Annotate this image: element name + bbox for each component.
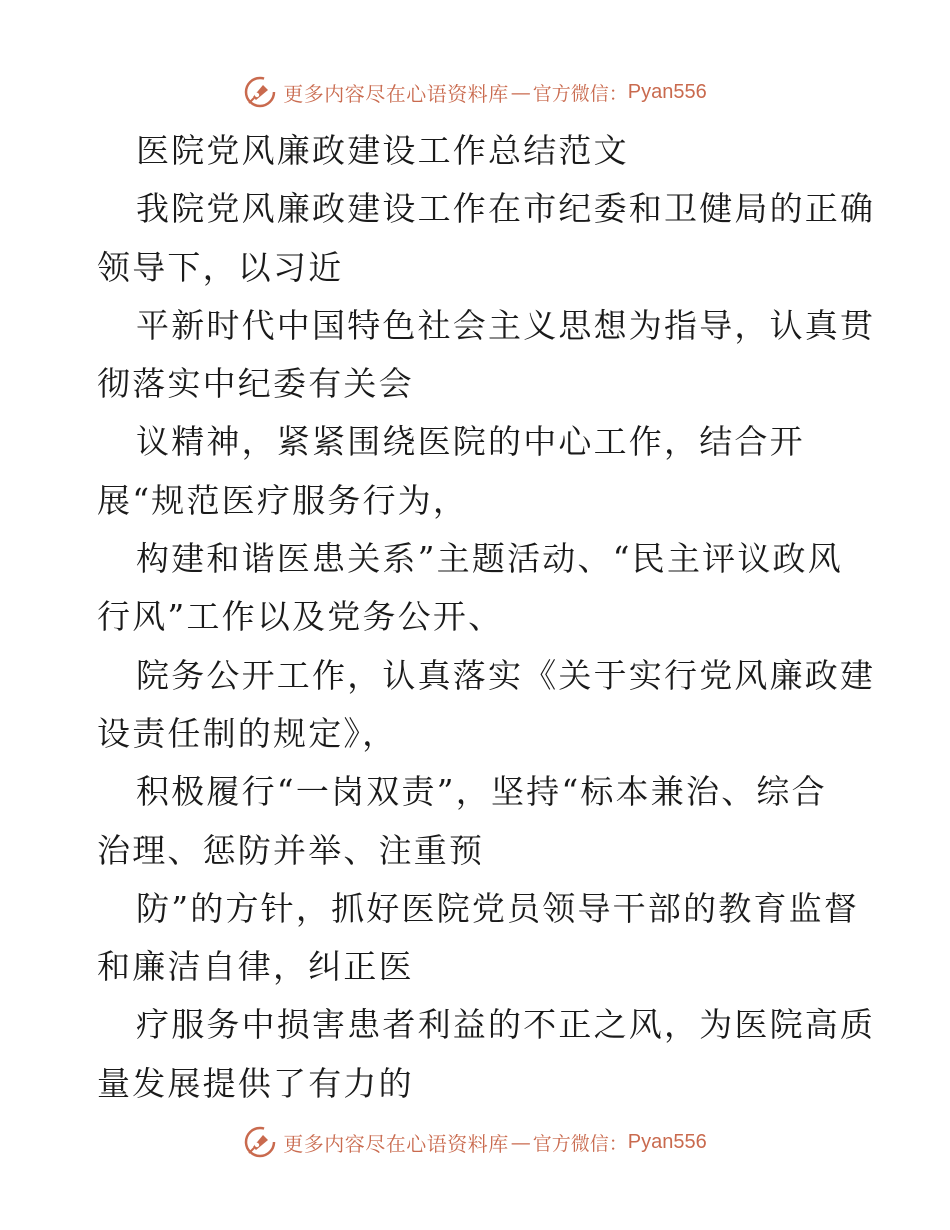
paragraph-line: 我院党风廉政建设工作在市纪委和卫健局的正确: [136, 189, 876, 229]
paragraph-line: 领导下，以习近: [97, 247, 344, 287]
footer-banner: [0, 1122, 950, 1162]
paragraph-line: 设责任制的规定》，: [97, 713, 398, 753]
paragraph-line: 彻落实中纪委有关会: [97, 364, 414, 404]
paragraph-line: 议精神，紧紧围绕医院的中心工作，结合开: [136, 422, 805, 462]
document-title: 医院党风廉政建设工作总结范文: [136, 131, 629, 170]
banner-separator: —: [510, 1130, 531, 1154]
banner-brand-text: 更多内容尽在心语资料库: [283, 81, 509, 106]
paragraph-line: 展“规范医疗服务行为，: [97, 480, 469, 520]
paragraph-line: 和廉洁自律，纠正医: [97, 947, 414, 987]
paragraph-line: 平新时代中国特色社会主义思想为指导，认真贯: [136, 305, 876, 345]
banner-separator: —: [510, 80, 531, 104]
paragraph-line: 治理、惩防并举、注重预: [97, 830, 485, 870]
pen-nib-logo-icon: [243, 75, 277, 109]
banner-brand-text: 更多内容尽在心语资料库: [283, 1131, 509, 1156]
paragraph-line: 行风”工作以及党务公开、: [97, 597, 504, 637]
document-body: [97, 122, 876, 1113]
paragraph-line: 防”的方针，抓好医院党员领导干部的教育监督: [136, 888, 860, 928]
pen-nib-logo-icon: [243, 1125, 277, 1159]
paragraph-line: 构建和谐医患关系”主题活动、“民主评议政风: [136, 539, 843, 579]
banner-wechat-label: 官方微信：: [532, 82, 628, 105]
banner-wechat-label: 官方微信：: [532, 1132, 628, 1155]
paragraph-line: 疗服务中损害患者利益的不正之风，为医院高质: [136, 1005, 876, 1045]
banner-wechat-handle: Pyan556: [627, 1130, 707, 1153]
paragraph-line: 量发展提供了有力的: [97, 1063, 414, 1103]
header-banner: [0, 72, 950, 112]
banner-wechat-handle: Pyan556: [627, 80, 707, 103]
paragraph-line: 积极履行“一岗双责”，坚持“标本兼治、综合: [136, 772, 827, 812]
paragraph-line: 院务公开工作，认真落实《关于实行党风廉政建: [136, 655, 876, 695]
